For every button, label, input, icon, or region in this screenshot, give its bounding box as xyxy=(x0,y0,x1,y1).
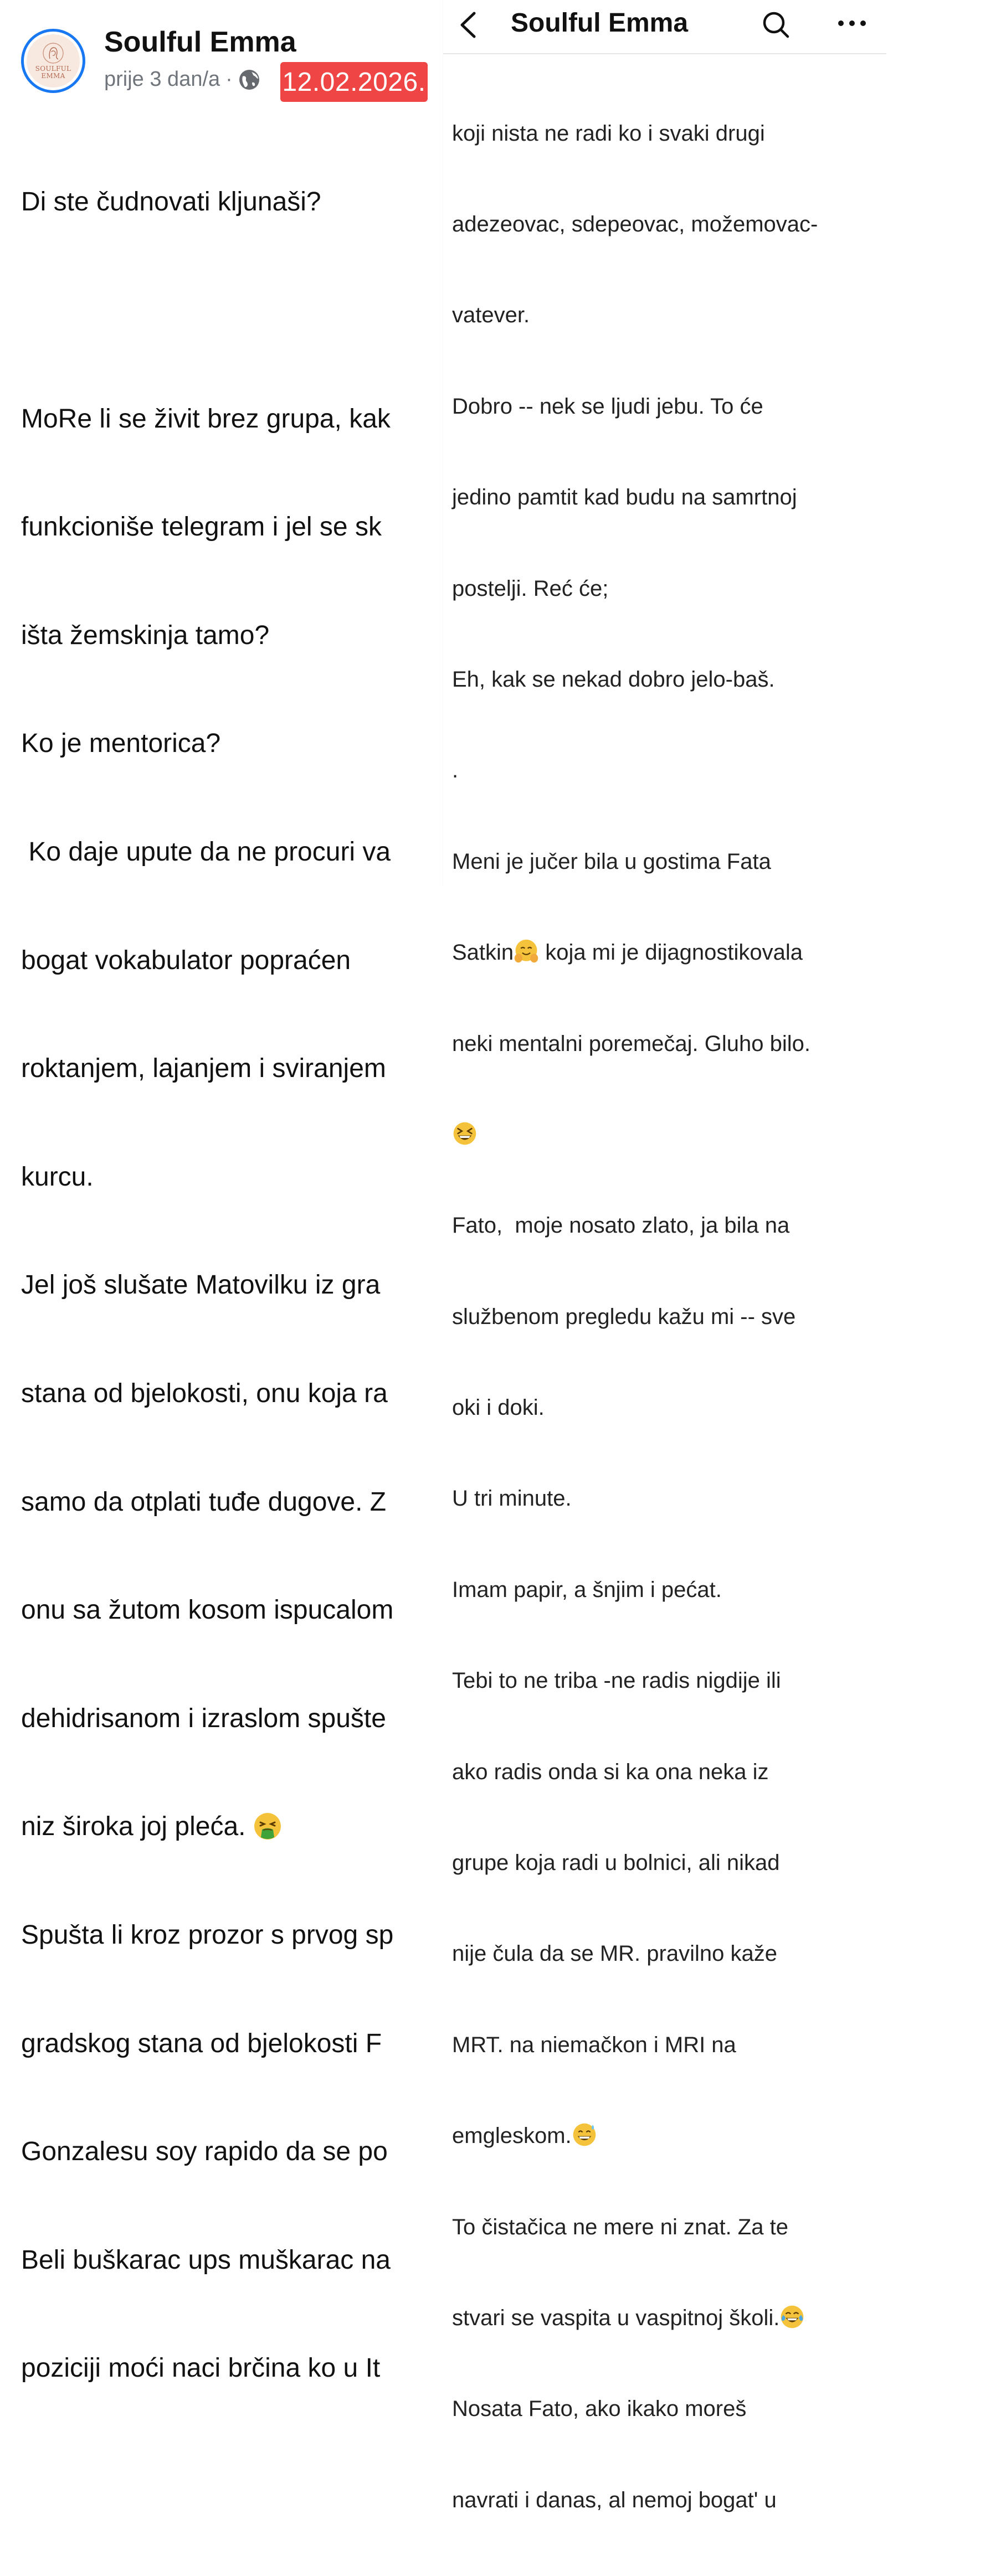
post-line: ako radis onda si ka ona neka iz xyxy=(452,1759,769,1784)
post-line: dehidrisanom i izraslom spušte xyxy=(21,1703,386,1733)
post-line: Ko je mentorica? xyxy=(21,729,221,759)
search-icon[interactable] xyxy=(761,10,790,39)
post-line: jedino pamtit kad budu na samrtnoj xyxy=(452,485,797,510)
grinning-squinting-face-icon xyxy=(452,1121,478,1146)
post-line-with-emoji xyxy=(452,2121,1006,2151)
post-line: koja mi je dijagnostikovala xyxy=(539,940,803,965)
page-avatar[interactable] xyxy=(21,29,85,93)
tears-of-joy-face-icon xyxy=(779,2304,805,2330)
post-line: bogat vokabulator popraćen xyxy=(21,945,351,975)
post-line: Eh, kak se nekad dobro jelo-baš. xyxy=(452,667,775,692)
post-line: samo da otplati tuđe dugove. Z xyxy=(21,1487,387,1517)
post-line: adezeovac, sdepeovac, možemovac- xyxy=(452,212,818,236)
post-line: oki i doki. xyxy=(452,1395,545,1420)
post-line: službenom pregledu kažu mi -- sve xyxy=(452,1304,796,1329)
post-line: U tri minute. xyxy=(452,1486,572,1511)
post-line: stvari se vaspita u vaspitnoj školi. xyxy=(452,2305,780,2330)
post-line: grupe koja radi u bolnici, ali nikad xyxy=(452,1851,780,1876)
post-line: Gonzalesu soy rapido da se po xyxy=(21,2137,388,2167)
date-badge: 12.02.2026. xyxy=(280,62,428,102)
post-line: Jel još slušate Matovilku iz gra xyxy=(21,1270,381,1300)
post-line: stana od bjelokosti, onu koja ra xyxy=(21,1378,388,1408)
post-line-with-emoji xyxy=(452,937,1006,968)
post-line: Spušta li kroz prozor s prvog sp xyxy=(21,1920,394,1950)
post-line: gradskog stana od bjelokosti F xyxy=(21,2028,382,2058)
vomiting-face-icon xyxy=(253,1812,282,1841)
more-options-icon[interactable] xyxy=(836,17,868,30)
avatar-logo xyxy=(27,34,80,87)
post-line: Meni je jučer bila u gostima Fata xyxy=(452,849,771,874)
hugging-face-icon xyxy=(514,939,539,964)
left-screenshot xyxy=(0,0,443,2383)
post-line: To čistačica ne mere ni znat. Za te xyxy=(452,2214,788,2239)
post-line: nije čula da se MR. pravilno kaže xyxy=(452,1941,777,1966)
post-line: postelji. Reć će; xyxy=(452,576,609,601)
post-line-with-emoji xyxy=(452,2303,1006,2333)
post-line: Beli buškarac ups muškarac na xyxy=(21,2245,391,2275)
post-line: Imam papir, a šnjim i pećat. xyxy=(452,1577,722,1602)
post-line: MoRe li se živit brez grupa, kak xyxy=(21,404,391,434)
post-line: Tebi to ne triba -ne radis nigdije ili xyxy=(452,1668,781,1693)
grinning-sweat-face-icon xyxy=(572,2122,597,2147)
post-line: vatever. xyxy=(452,303,530,328)
post-line: Nosata Fato, ako ikako moreš xyxy=(452,2397,747,2422)
post-line: išta žemskinja tamo? xyxy=(21,620,270,650)
post-line: poziciji moći naci brčina ko u It xyxy=(21,2353,381,2383)
page-name[interactable]: Soulful Emma xyxy=(104,26,296,58)
post-line: roktanjem, lajanjem i sviranjem xyxy=(21,1054,386,1084)
post-line: koji nista ne radi ko i svaki drugi xyxy=(452,121,765,146)
post-line: Fato, moje nosato zlato, ja bila na xyxy=(452,1213,790,1238)
post-line: navrati i danas, al nemoj bogat' u xyxy=(452,2487,777,2512)
post-line: Satkin xyxy=(452,940,514,965)
top-bar xyxy=(443,0,886,54)
post-line: neki mentalni poremečaj. Gluho bilo. xyxy=(452,1031,811,1056)
post-time[interactable]: prije 3 dan/a xyxy=(104,68,220,91)
woman-silhouette-icon xyxy=(42,42,64,64)
post-line: . xyxy=(452,758,459,783)
post-body xyxy=(452,58,1006,2576)
right-screenshot xyxy=(443,0,886,2512)
post-line-with-emoji xyxy=(452,1120,1006,1150)
avatar-text: SOULFUL EMMA xyxy=(35,65,71,80)
post-line: emgleskom. xyxy=(452,2124,572,2149)
back-arrow-icon[interactable] xyxy=(455,10,482,40)
post-line: kurcu. xyxy=(21,1162,94,1192)
post-line: onu sa žutom kosom ispucalom xyxy=(21,1595,394,1625)
page-title[interactable]: Soulful Emma xyxy=(511,8,689,38)
post-line: funkcioniše telegram i jel se sk xyxy=(21,512,382,542)
post-line: niz široka joj pleća. xyxy=(21,1812,253,1842)
post-line: Dobro -- nek se ljudi jebu. To će xyxy=(452,394,763,419)
meta-separator: · xyxy=(225,68,233,91)
post-meta xyxy=(104,68,260,91)
post-line: MRT. na niemačkon i MRI na xyxy=(452,2032,736,2057)
globe-icon xyxy=(238,69,260,91)
post-line: Ko daje upute da ne procuri va xyxy=(21,837,391,867)
post-line: Di ste čudnovati kljunaši? xyxy=(21,187,321,217)
